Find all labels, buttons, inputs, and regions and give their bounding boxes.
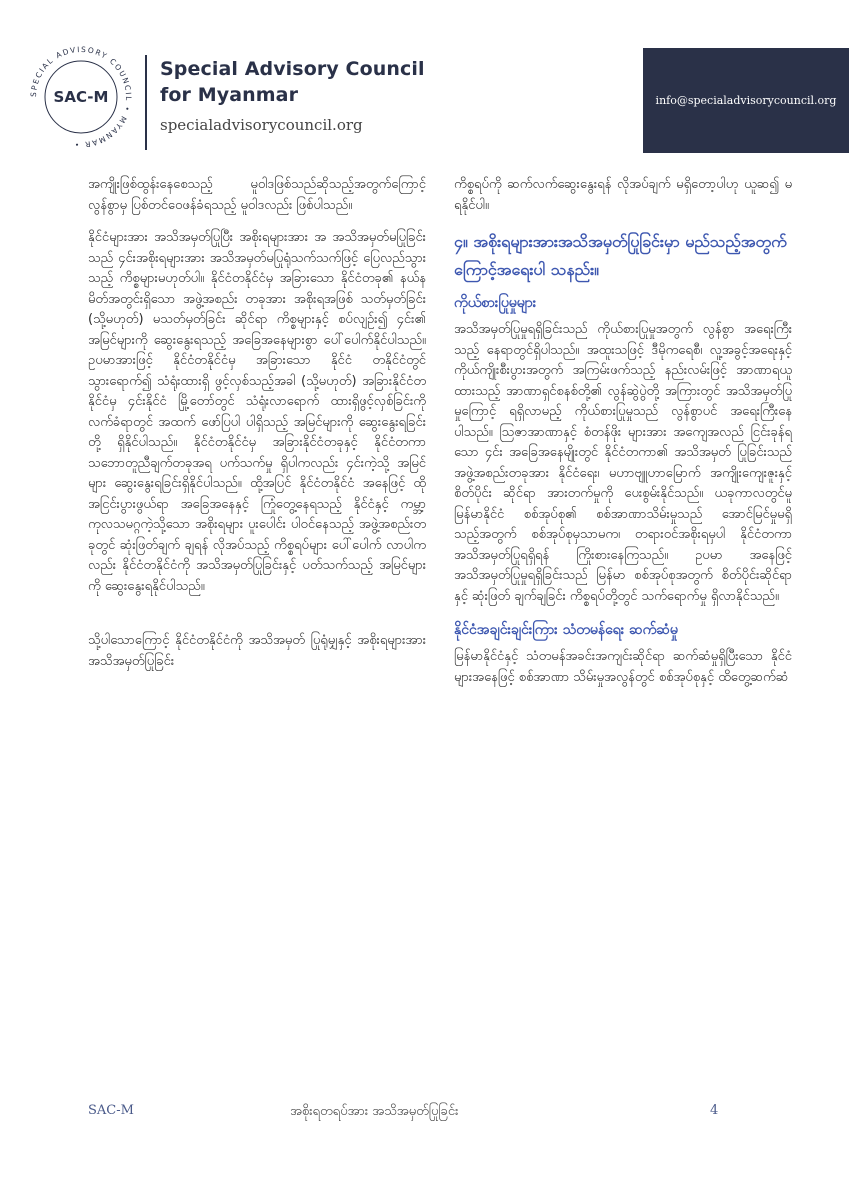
logo-text: SAC-M bbox=[53, 88, 109, 106]
representation-paragraph: အသိအမှတ်ပြုမှုရရှိခြင်းသည် ကိုယ်စားပြုမှုအတွက် လွန်စွာ အရေးကြီးသည့် နေရာတွင်ရှိပါသည်။ အထူးသဖြင့် ဒီမိုကရေစီ၊ လူ့အခွင့်အရေးနှင့် ကိုယ်ကျိုးစီးပွားအတွက် အကြမ်းဖက်သည့် နည်းလမ်းဖြင့် အာဏာရယူ ထားသည့် အာဏာရှင်စနစ်တို့၏ လွန်ဆွဲပွဲတို့ အကြားတွင် အသိအမှတ်ပြုမှုကြောင့် ရရှိလာမည့် ကိုယ်စားပြုမှုသည် လွန်စွာပင် အရေးကြီးနေပါသည်။ ဩဇာအာဏာနှင့် စံတန်ဖိုး များအား အကျေအလည် ငြင်းခုန်ရသော ၄င်း အခြေအနေမျိုးတွင် နိုင်ငံတကာ၏ အသိအမှတ် ပြုခြင်းသည် အဖွဲ့အစည်းတခုအား နိုင်ငံရေး၊ မဟာဗျူဟာမြောက် အကျိုးကျေးဇူးနှင့် စိတ်ပိုင်း ဆိုင်ရာ အားတက်မှုကို ပေးစွမ်းနိုင်သည်။ ယခုကာလတွင်မူ မြန်မာနိုင်ငံ စစ်အုပ်စု၏ စစ်အာဏာသိမ်းမှုသည် အောင်မြင်မှုမရှိသည့်အတွက် စစ်အုပ်စုမှသာမက၊ တရားဝင်အစိုးရမှပါ နိုင်ငံတကာ အသိအမှတ်ပြုရရှိရန် ကြိုးစားနေကြသည်။ ဥပမာ အနေဖြင့် အသိအမှတ်ပြုမှုရရှိခြင်းသည် မြန်မာ စစ်အုပ်စုအတွက် စိတ်ပိုင်းဆိုင်ရာနှင့် ဆုံးဖြတ် ချက်ချခြင်း ကိစ္စရပ်တို့တွင် သက်ရောက်မှု ရှိလာနိုင်သည်။ bbox=[454, 322, 792, 604]
contact-box bbox=[643, 48, 849, 153]
subheading-diplomatic-relations: နိုင်ငံအချင်းချင်းကြား သံတမန်ရေး ဆက်ဆံမှု bbox=[454, 622, 678, 638]
right-column bbox=[454, 175, 792, 700]
website-link[interactable]: specialadvisorycouncil.org bbox=[160, 116, 363, 134]
header-divider bbox=[145, 55, 147, 150]
footer-org: SAC-M bbox=[88, 1103, 134, 1118]
section-heading: ၄။ အစိုးရများအားအသိအမှတ်ပြုခြင်းမှာ မည်သည့်အတွက်ကြောင့်အရေးပါ သနည်း။ bbox=[454, 232, 787, 279]
footer-title: အစိုးရတရပ်အား အသိအမှတ်ပြုခြင်း bbox=[290, 1104, 459, 1119]
sac-m-logo bbox=[22, 38, 140, 156]
subheading-representation: ကိုယ်စားပြုမှုများ bbox=[454, 295, 537, 311]
page-number: 4 bbox=[710, 1103, 719, 1118]
left-paragraph-2: နိုင်ငံများအား အသိအမှတ်ပြုပြီး အစိုးရများအား အ အသိအမှတ်မပြုခြင်းသည် ၄င်းအစိုးရများအား အသိအမှတ်မပြုရုံသက်သက်ဖြင့် ပြေလည်သွားသည့် ကိစ္စများမဟုတ်ပါ။ နိုင်ငံတနိုင်ငံမှ အခြားသော နိုင်ငံတခု၏ နယ်နမိတ်အတွင်းရှိသော အဖွဲ့အစည်း တခုအား အစိုးရအဖြစ် သတ်မှတ်ခြင်း (သို့မဟုတ်) မသတ်မှတ်ခြင်း ဆိုင်ရာ ကိစ္စများနှင့် စပ်လျဥ်း၍ ၄င်း၏ အမြင်များကို ဆွေးနွေးရသည့် အခြေအနေများစွာ ပေါ်ပေါက်နိုင်ပါသည်။ ဥပမာအားဖြင့် နိုင်ငံတနိုင်ငံမှ အခြားသော နိုင်ငံ တနိုင်ငံတွင် သွားရောက်၍ သံရုံးထားရှိ ဖွင့်လှစ်သည့်အခါ (သို့မဟုတ်) အခြားနိုင်ငံတနိုင်ငံမှ ၄င်းနိုင်ငံ မြို့တော်တွင် သံရုံးလာရောက် ထားရှိဖွင့်လှစ်ခြင်းကို လက်ခံရာတွင် အထက် ဖော်ပြပါ ပါရှိသည့် အမြင်များကို ဆွေးနွေးရခြင်းတို့ ရှိနိုင်ပါသည်။ နိုင်ငံတနိုင်ငံမှ အခြားနိုင်ငံတခုနှင့် နိုင်ငံတကာ သဘောတူညီချက်တခုအရ ပက်သက်မှု ရှိပါကလည်း ၄င်းကဲ့သို့ အမြင်များ ဆွေးနွေးရခြင်းရှိနိုင်ပါသည်။ ထို့အပြင် နိုင်ငံတနိုင်ငံ အနေဖြင့် ထို အငြင်းပွားဖွယ်ရာ အခြေအနေနှင့် ကြုံတွေ့နေရသည့် နိုင်ငံနှင့် ကမ္ဘာ့ကုလသမဂ္ဂကဲ့သို့သော အစိုးရများ ပူးပေါင်း ပါဝင်နေသည့် အဖွဲ့အစည်းတခုတွင် ဆုံးဖြတ်ချက် ချရန် လိုအပ်သည့် ကိစ္စရပ်များ ပေါ်ပေါက် လာပါကလည်း နိုင်ငံတနိုင်ငံကို အသိအမှတ်ပြုခြင်းနှင့် ပတ်သက်သည့် အမြင်များကို ဆွေးနွေးရနိုင်ပါသည်။ bbox=[88, 230, 426, 594]
org-name-line2: for Myanmar bbox=[160, 84, 299, 106]
diplomatic-paragraph: မြန်မာနိုင်ငံနှင့် သံတမန်အခင်းအကျင်းဆိုင်ရာ ဆက်ဆံမှုရှိပြီးသော နိုင်ငံများအနေဖြင့် စစ်အာဏာ သိမ်းမှုအလွန်တွင် စစ်အုပ်စုနှင့် ထိတွေ့ဆက်ဆံ bbox=[454, 649, 792, 685]
left-paragraph-3: သို့ပါသောကြောင့် နိုင်ငံတနိုင်ငံကို အသိအမှတ် ပြုရုံမျှနှင့် အစိုးရများအား အသိအမှတ်ပြုခြင်း bbox=[88, 633, 426, 669]
org-block bbox=[160, 56, 425, 134]
left-column bbox=[88, 175, 426, 684]
email-link[interactable]: info@specialadvisorycouncil.org bbox=[655, 94, 837, 107]
logo-ring-text: SPECIAL ADVISORY COUNCIL • MYANMAR • bbox=[28, 44, 134, 150]
page-footer bbox=[0, 1103, 849, 1125]
org-name-line1: Special Advisory Council bbox=[160, 58, 425, 80]
left-paragraph-1: အကျိုးဖြစ်ထွန်းနေစေသည့် မူဝါဒဖြစ်သည်ဆိုသည့်အတွက်ကြောင့် လွန်စွာမှ ပြစ်တင်ဝေဖန်ခံရသည့် မူဝါဒလည်း ဖြစ်ပါသည်။ bbox=[88, 177, 426, 213]
right-intro-paragraph: ကိစ္စရပ်ကို ဆက်လက်ဆွေးနွေးရန် လိုအပ်ချက် မရှိတော့ပါဟု ယူဆ၍ မရနိုင်ပါ။ bbox=[454, 177, 792, 213]
